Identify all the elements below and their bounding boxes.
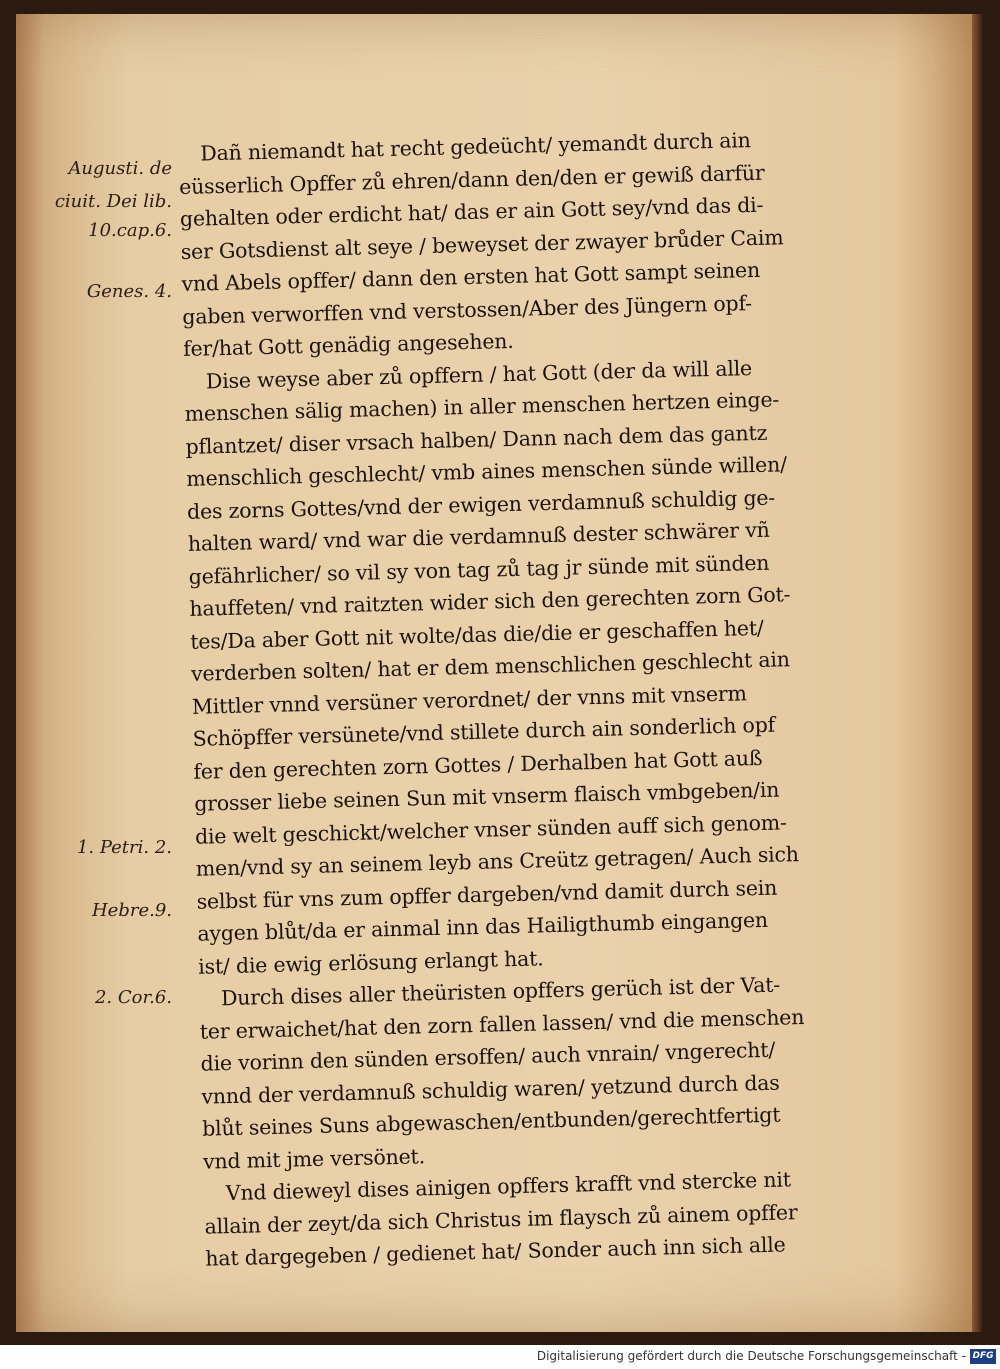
text-line: Mittler vnnd versüner verordnet/ der vnns mit vnserm	[191, 680, 747, 719]
text-line: verderben solten/ hat er dem menschlichen geschlecht ain	[190, 647, 791, 686]
text-line: aygen blůt/da er ainmal inn das Hailigthumb eingangen	[197, 907, 769, 946]
text-line: hauffeten/ vnd raitzten wider sich den gerechten zorn Got-	[189, 582, 791, 621]
marginal-note: Hebre.9.	[91, 900, 172, 921]
text-line: gehalten oder erdicht hat/ das er ain Gott sey/vnd das di-	[179, 192, 764, 231]
text-line: Vnd dieweyl dises ainigen opffers krafft vnd stercke nit	[225, 1167, 792, 1206]
text-line: grosser liebe seinen Sun mit vnserm flaisch vmbgeben/in	[193, 777, 780, 816]
page-edge	[972, 14, 982, 1332]
text-line: men/vnd sy an seinem leyb ans Creütz getragen/ Auch sich	[195, 842, 800, 881]
text-line: hat dargegeben / gedienet hat/ Sonder auch inn sich alle	[205, 1232, 786, 1271]
text-line: Durch dises aller theüristen opffers gerüch ist der Vat-	[220, 972, 781, 1011]
text-line: ter erwaichet/hat den zorn fallen lassen/ vnd die menschen	[199, 1004, 805, 1044]
text-line: ser Gotsdienst alt seye / beweyset der zwayer brůder Caim	[180, 224, 784, 264]
text-line: allain der zeyt/da sich Christus im flaysch zů ainem opffer	[204, 1199, 798, 1239]
text-line: blůt seines Suns abgewaschen/entbunden/gerechtfertigt	[201, 1102, 781, 1141]
text-line: vnnd der verdamnuß schuldig waren/ yetzund durch das	[201, 1070, 780, 1109]
text-line: selbst für vns zum opffer dargeben/vnd damit durch sein	[196, 875, 778, 914]
text-line: Dise weyse aber zů opffern / hat Gott (der da will alle	[205, 355, 753, 393]
text-line: pflantzet/ diser vrsach halben/ Dann nach dem das gantz	[185, 420, 768, 459]
footer-bar	[0, 1345, 1000, 1369]
text-line: gefährlicher/ so vil sy von tag zů tag jr sünde mit sünden	[188, 550, 770, 589]
marginal-note: 10.cap.6.	[88, 220, 172, 241]
text-line: fer den gerechten zorn Gottes / Derhalben hat Gott auß	[193, 745, 763, 784]
text-line: tes/Da aber Gott nit wolte/das die/die er geschaffen het/	[190, 615, 764, 654]
text-line: vnd mit jme versönet.	[202, 1143, 426, 1174]
marginal-note: Genes. 4.	[86, 281, 172, 302]
text-line: vnd Abels opffer/ dann den ersten hat Gott sampt seinen	[181, 257, 761, 296]
text-line: Dañ niemandt hat recht gedeücht/ yemandt durch ain	[200, 128, 751, 166]
text-line: ist/ die ewig erlösung erlangt hat.	[197, 945, 544, 979]
text-line: des zorns Gottes/vnd der ewigen verdamnuß schuldig ge-	[186, 485, 776, 524]
text-line: die welt geschickt/welcher vnser sünden auff sich genom-	[194, 809, 787, 849]
marginal-note: 2. Cor.6.	[94, 987, 172, 1008]
text-line: eüsserlich Opffer zů ehren/dann den/den er gewiß darfür	[178, 160, 765, 199]
dfg-logo: DFG	[970, 1349, 996, 1364]
text-line: halten ward/ vnd war die verdamnuß dester schwärer vñ	[187, 517, 770, 556]
text-line: menschen sälig machen) in aller menschen hertzen einge-	[184, 387, 780, 426]
text-line: fer/hat Gott genädig angesehen.	[182, 328, 514, 361]
funding-notice: Digitalisierung gefördert durch die Deutsche Forschungsgemeinschaft -	[536, 1349, 966, 1363]
marginal-note: Augusti. de	[68, 158, 172, 179]
marginal-note: ciuit. Dei lib.	[54, 191, 172, 212]
main-text-block	[178, 121, 912, 1275]
text-line: menschlich geschlecht/ vmb aines menschen sünde willen/	[186, 452, 788, 491]
text-line: gaben verworffen vnd verstossen/Aber des Jüngern opf-	[182, 290, 753, 329]
text-line: Schöpffer versünete/vnd stillete durch ain sonderlich opf	[192, 712, 776, 751]
marginal-note: 1. Petri. 2.	[76, 837, 172, 858]
text-line: die vorinn den sünden ersoffen/ auch vnrain/ vngerecht/	[200, 1037, 776, 1076]
